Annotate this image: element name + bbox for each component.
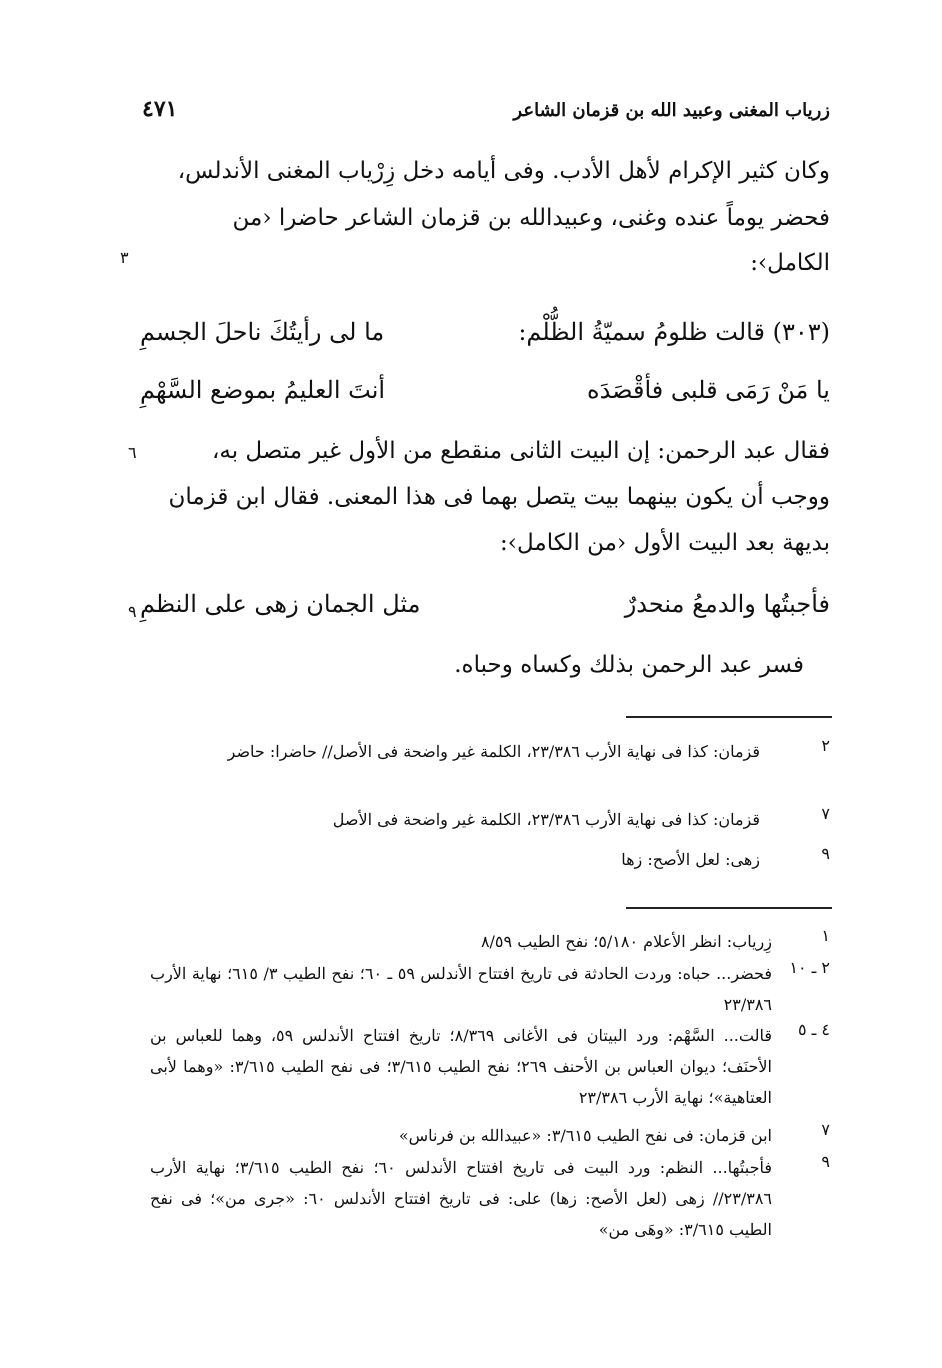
- apparatus-text: قزمان: كذا فى نهاية الأرب ٢٣/٣٨٦، الكلمة غير واضحة فى الأصل: [332, 810, 760, 829]
- verse-1-second-hemistich: ما لى رأيتُكَ ناحلَ الجسمِ: [140, 318, 385, 346]
- source-ref: ١: [821, 926, 830, 945]
- page-number: ٤٧١: [142, 96, 178, 122]
- body-line-2: فحضر يوماً عنده وغنى، وعبيدالله بن قزمان الشاعر حاضرا ‹من: [232, 205, 830, 231]
- verse-2: [140, 376, 830, 420]
- body-line-3: الكامل›:: [750, 250, 830, 276]
- para2-line-3: بديهة بعد البيت الأول ‹من الكامل›:: [500, 530, 830, 556]
- para2-line-2: ووجب أن يكون بينهما بيت يتصل بهما فى هذا المعنى. فقال ابن قزمان: [168, 484, 830, 510]
- source-text: زِرياب: انظر الأعلام ٥/١٨٠؛ نفح الطيب ٨/٥٩: [480, 932, 772, 951]
- source-text: فأجبتُها... النظم: ورد البيت فى تاريخ افتتاح الأندلس ٦٠؛ نفح الطيب ٣/٦١٥؛ نهاية الأرب ٢٣/٣٨٦// زهى (لعل الأصح: زها) على: فى تاريخ افتتاح الأندلس ٦٠: «جرى من»؛ فى نفح الطيب ٣/٦١٥: «وهَى من»: [150, 1158, 772, 1239]
- sources-rule: [626, 907, 832, 909]
- source-ref: ٧: [821, 1120, 830, 1139]
- verse-3: [140, 590, 830, 634]
- running-header-title: زرياب المغنى وعبيد الله بن قزمان الشاعر: [513, 100, 830, 121]
- line-marker-3: ٣: [120, 248, 129, 267]
- source-note: [110, 926, 830, 957]
- source-note: [110, 1120, 830, 1151]
- verse-1-first-hemistich: (٣٠٣) قالت ظلومُ سميّةُ الظُّلْم:: [518, 318, 830, 346]
- apparatus-ref: ٢: [821, 736, 830, 755]
- apparatus-ref: ٧: [821, 804, 830, 823]
- source-note: [110, 1152, 830, 1245]
- source-text: قالت... السَّهْم: ورد البيتان فى الأغانى ٨/٣٦٩؛ تاريخ افتتاح الأندلس ٥٩، وهما للعباس بن الأحنَف؛ ديوان العباس بن الأحنف ٢٦٩؛ نفح الطيب ٣/٦١٥؛ فى نفح الطيب ٣/٦١٥: «وهما لأبى العتاهية»؛ نهاية الأرب ٢٣/٣٨٦: [150, 1026, 772, 1107]
- verse-3-second-hemistich: مثل الجمان زهى على النظمِ: [140, 590, 421, 618]
- verse-2-second-hemistich: أنتَ العليمُ بموضع السَّهْمِ: [140, 376, 386, 404]
- apparatus-ref: ٩: [821, 844, 830, 863]
- source-ref: ٢ ـ ١٠: [789, 958, 830, 977]
- apparatus-note: [110, 804, 830, 836]
- source-note: [110, 1020, 830, 1113]
- verse-3-first-hemistich: فأجبتُها والدمعُ منحدرٌ: [624, 590, 830, 618]
- body-line-1: وكان كثير الإكرام لأهل الأدب. وفى أيامه دخل زِرْياب المغنى الأندلس،: [177, 158, 830, 184]
- para2-line-1: فقال عبد الرحمن: إن البيت الثانى منقطع من الأول غير متصل به،: [211, 438, 830, 464]
- source-ref: ٤ ـ ٥: [797, 1020, 830, 1039]
- line-marker-6: ٦: [128, 443, 137, 462]
- verse-2-first-hemistich: يا مَنْ رَمَى قلبى فأقْصَدَه: [587, 376, 830, 404]
- apparatus-text: زهى: لعل الأصح: زها: [621, 850, 760, 869]
- source-ref: ٩: [821, 1152, 830, 1171]
- source-text: فحضر... حباه: وردت الحادثة فى تاريخ افتتاح الأندلس ٥٩ ـ ٦٠؛ نفح الطيب ٣/ ٦١٥؛ نهاية الأرب ٢٣/٣٨٦: [150, 964, 772, 1014]
- closing-line: فسر عبد الرحمن بذلك وكساه وحباه.: [454, 652, 804, 678]
- apparatus-text: قزمان: كذا فى نهاية الأرب ٢٣/٣٨٦، الكلمة غير واضحة فى الأصل// حاضرا: حاضر: [227, 742, 760, 761]
- verse-1: [140, 318, 830, 362]
- apparatus-note: [110, 736, 830, 800]
- apparatus-note: [110, 844, 830, 876]
- line-marker-9: ٩: [128, 602, 137, 621]
- apparatus-rule: [626, 716, 832, 718]
- source-note: [110, 958, 830, 1020]
- source-text: ابن قزمان: فى نفح الطيب ٣/٦١٥: «عبيدالله بن فرناس»: [398, 1126, 772, 1145]
